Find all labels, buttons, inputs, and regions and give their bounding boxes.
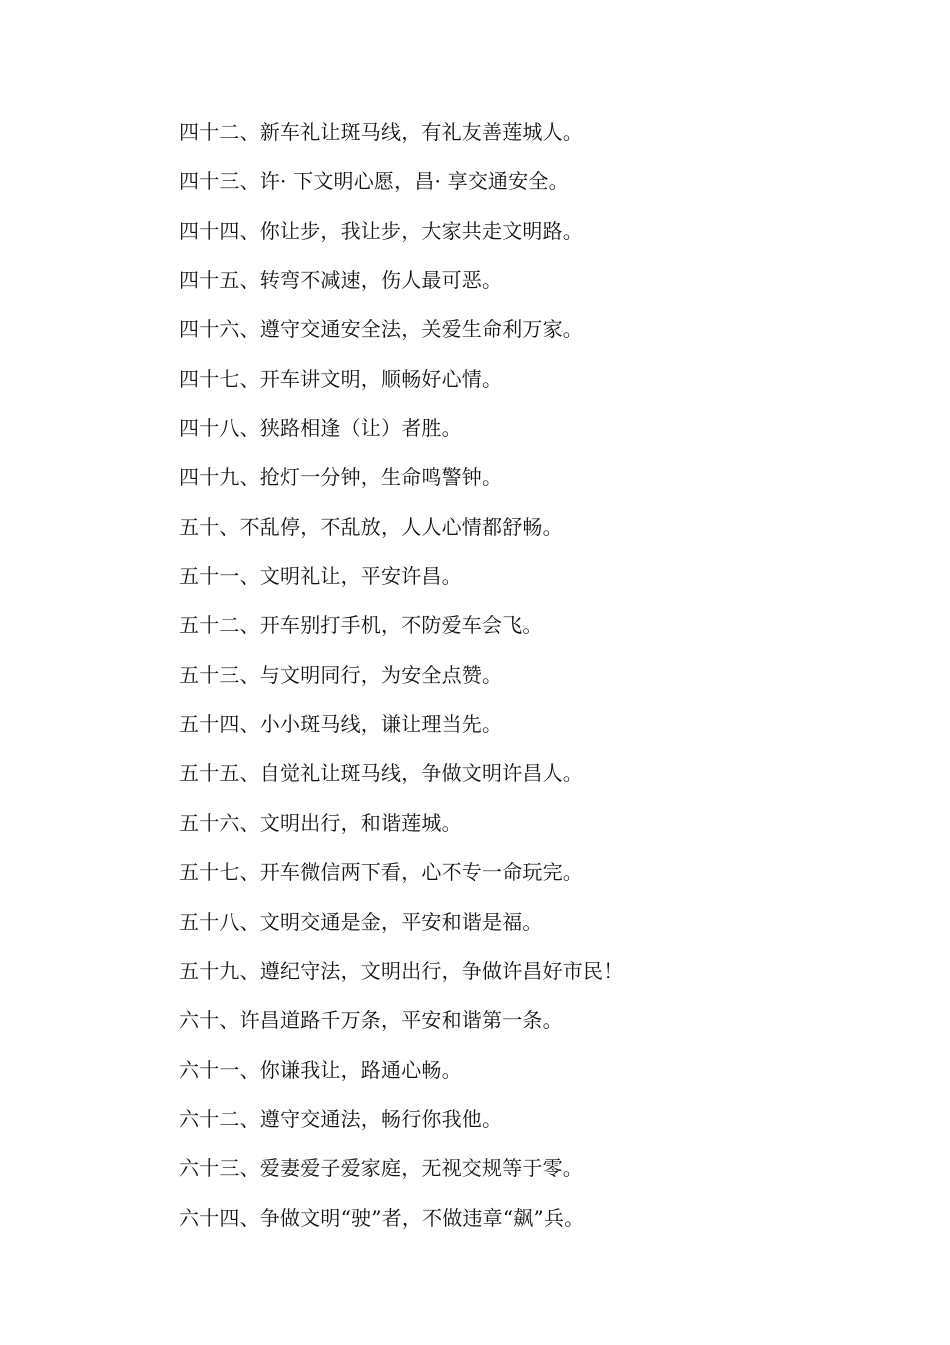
slogan-line: 五十一、文明礼让，平安许昌。 [179,564,462,589]
slogan-line: 六十四、争做文明“驶”者，不做违章“飙”兵。 [179,1205,585,1230]
slogan-line: 六十、许昌道路千万条，平安和谐第一条。 [179,1008,563,1033]
slogan-list [179,117,899,1252]
slogan-line: 六十一、你谦我让，路通心畅。 [179,1057,462,1082]
slogan-line: 五十三、与文明同行，为安全点赞。 [179,662,503,687]
slogan-line: 五十二、开车别打手机，不防爱车会飞。 [179,613,543,638]
slogan-line: 六十三、爱妻爱子爱家庭，无视交规等于零。 [179,1156,583,1181]
slogan-line: 四十三、许· 下文明心愿，昌· 享交通安全。 [179,169,569,194]
slogan-line: 五十九、遵纪守法，文明出行，争做许昌好市民！ [179,958,624,983]
slogan-line: 五十五、自觉礼让斑马线，争做文明许昌人。 [179,761,583,786]
slogan-line: 四十九、抢灯一分钟，生命鸣警钟。 [179,465,503,490]
slogan-line: 四十二、新车礼让斑马线，有礼友善莲城人。 [179,120,583,144]
slogan-line: 六十二、遵守交通法，畅行你我他。 [179,1106,503,1131]
slogan-line: 四十四、你让步，我让步，大家共走文明路。 [179,218,583,243]
slogan-line: 五十八、文明交通是金，平安和谐是福。 [179,909,543,934]
slogan-line: 四十八、狭路相逢（让）者胜。 [179,416,462,441]
slogan-line: 四十七、开车讲文明，顺畅好心情。 [179,366,503,391]
slogan-line: 五十七、开车微信两下看，心不专一命玩完。 [179,860,583,885]
slogan-line: 四十六、遵守交通安全法，关爱生命利万家。 [179,317,583,342]
slogan-line: 四十五、转弯不减速，伤人最可恶。 [179,268,503,293]
slogan-line: 五十、不乱停，不乱放，人人心情都舒畅。 [179,514,563,539]
slogan-line: 五十六、文明出行，和谐莲城。 [179,810,462,835]
slogan-line: 五十四、小小斑马线，谦让理当先。 [179,712,503,737]
